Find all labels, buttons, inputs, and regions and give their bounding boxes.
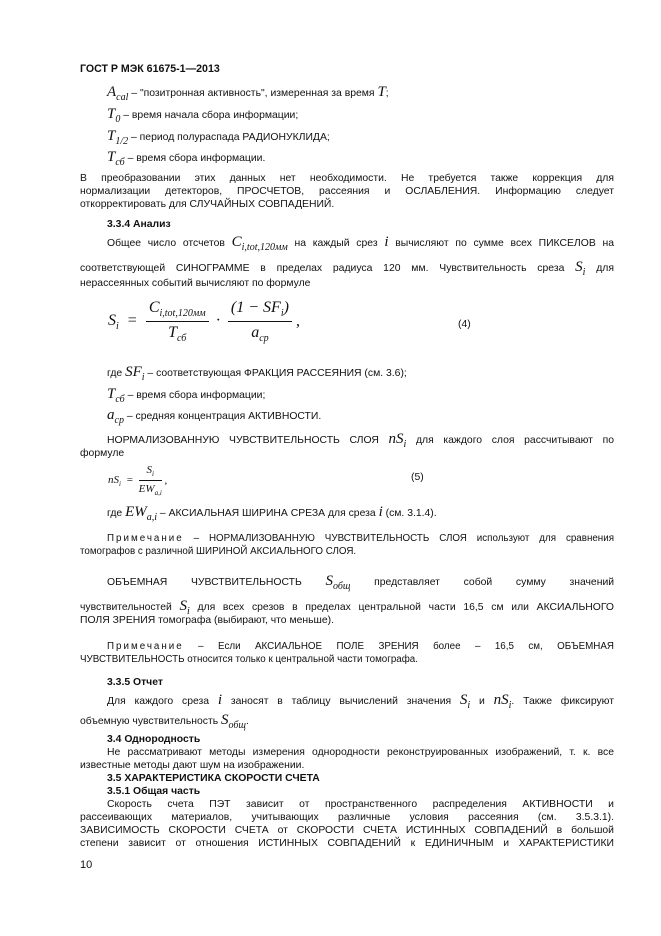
note-2-line-2: ЧУВСТВИТЕЛЬНОСТЬ относится только к центральной части томографа. xyxy=(80,654,418,665)
note-2-line-1: Примечание – Если АКСИАЛЬНОЕ ПОЛЕ ЗРЕНИЯ более – 16,5 см, ОБЪЕМНАЯ xyxy=(107,641,614,652)
definition-t0: $T_0$ – время начала сбора информации; xyxy=(107,106,299,125)
volume-sensitivity-line-1: ОБЪЕМНАЯ ЧУВСТВИТЕЛЬНОСТЬ $S_{общ}$ представляет собой сумму значений xyxy=(107,573,615,592)
equation-number-5: (5) xyxy=(411,472,424,483)
definition-t-sb: $T_{сб}$ – время сбора информации. xyxy=(107,149,266,168)
analysis-line-1: Общее число отсчетов $C_{i,tot,120мм}$ на каждый срез i вычисляют по сумме всех ПИКСЕЛОВ на xyxy=(107,234,614,253)
general-line-3: ЗАВИСИМОСТЬ СКОРОСТИ СЧЕТА от СКОРОСТИ СЧЕТА ИСТИННЫХ СОВПАДЕНИЙ в большой xyxy=(80,825,614,836)
report-line-2: объемную чувствительность $S_{общ}$. xyxy=(80,712,249,731)
definition-sf: где $SF_i$ – соответствующая ФРАКЦИЯ РАССЕЯНИЯ (см. 3.6); xyxy=(107,364,407,383)
equation-number-4: (4) xyxy=(458,319,471,330)
paragraph-line: откорректировать для СЛУЧАЙНЫХ СОВПАДЕНИЙ. xyxy=(80,199,335,210)
section-title-34: 3.4 Однородность xyxy=(107,734,201,745)
analysis-line-3: нерассеянных событий вычисляют по формуле xyxy=(80,278,311,289)
analysis-line-2: соответствующей СИНОГРАММЕ в пределах радиуса 120 мм. Чувствительность среза $S_i$ для xyxy=(80,259,614,278)
page-number: 10 xyxy=(80,859,93,871)
volume-sensitivity-line-2: чувствительностей $S_i$ для всех срезов в пределах центральной части 16,5 см или АКСИАЛЬНОГО xyxy=(80,598,615,617)
paragraph-line: В преобразовании этих данных нет необходимости. Не требуется также коррекция для xyxy=(80,173,614,184)
note-1-line-1: Примечание – НОРМАЛИЗОВАННУЮ ЧУВСТВИТЕЛЬНОСТЬ СЛОЯ используют для сравнения xyxy=(107,533,614,544)
section-title-351: 3.5.1 Общая часть xyxy=(107,786,201,797)
definition-t-sb-2: $T_{сб}$ – время сбора информации; xyxy=(107,386,266,405)
equation-5: $nS_i$ = $\frac{S_i}{EW_{a,i}}$ , xyxy=(108,464,168,498)
definition-a-sr: $a_{ср}$ – средняя концентрация АКТИВНОСТИ. xyxy=(107,407,322,426)
general-line-1: Скорость счета ПЭТ зависит от пространственного распределения АКТИВНОСТИ и xyxy=(107,799,614,810)
section-title-334: 3.3.4 Анализ xyxy=(107,219,171,230)
volume-sensitivity-line-3: ПОЛЯ ЗРЕНИЯ томографа (выбирают, что меньше). xyxy=(80,615,335,626)
report-line-1: Для каждого среза i заносят в таблицу вычислений значения $S_i$ и $nS_i$. Также фиксируют xyxy=(107,692,615,711)
general-line-2: рассеивающих материалов, учитывающих различные условия рассеяния (см. 3.5.3.1). xyxy=(80,812,614,823)
uniformity-line-2: известные методы дают шум на изображении. xyxy=(80,760,305,771)
section-title-35: 3.5 ХАРАКТЕРИСТИКА СКОРОСТИ СЧЕТА xyxy=(107,773,320,784)
normalized-sensitivity-line: НОРМАЛИЗОВАННУЮ ЧУВСТВИТЕЛЬНОСТЬ СЛОЯ $nS_i$ для каждого слоя рассчитывают по xyxy=(107,431,614,450)
definition-a-cal: $A_{cal}$ – "позитронная активность", измеренная за время T; xyxy=(107,84,389,103)
section-title-335: 3.3.5 Отчет xyxy=(107,677,163,688)
paragraph-line: формуле xyxy=(80,448,125,459)
paragraph-line: нормализации детекторов, ПРОСЧЕТОВ, рассеяния и ОСЛАБЛЕНИЯ. Информацию следует xyxy=(80,186,614,197)
running-header: ГОСТ Р МЭК 61675-1—2013 xyxy=(80,63,220,75)
general-line-4: степени зависит от отношения ИСТИННЫХ СОВПАДЕНИЙ к ЕДИНИЧНЫМ и ХАРАКТЕРИСТИКИ xyxy=(80,838,614,849)
definition-ew: где $EW_{a,i}$ – АКСИАЛЬНАЯ ШИРИНА СРЕЗА для среза i (см. 3.1.4). xyxy=(107,504,437,523)
uniformity-line-1: Не рассматривают методы измерения однородности реконструированных изображений, т. к. все xyxy=(107,747,614,758)
note-1-line-2: томографов с различной ШИРИНОЙ АКСИАЛЬНОГО СЛОЯ. xyxy=(80,546,357,557)
definition-t-half: $T_{1/2}$ – период полураспада РАДИОНУКЛИДА; xyxy=(107,128,330,147)
equation-4: $S_i$ = $\frac{C_{i,tot,120мм}}{T_{сб}}$ · $\frac{(1 - SF_i)}{a_{ср}}$ , xyxy=(108,299,300,345)
